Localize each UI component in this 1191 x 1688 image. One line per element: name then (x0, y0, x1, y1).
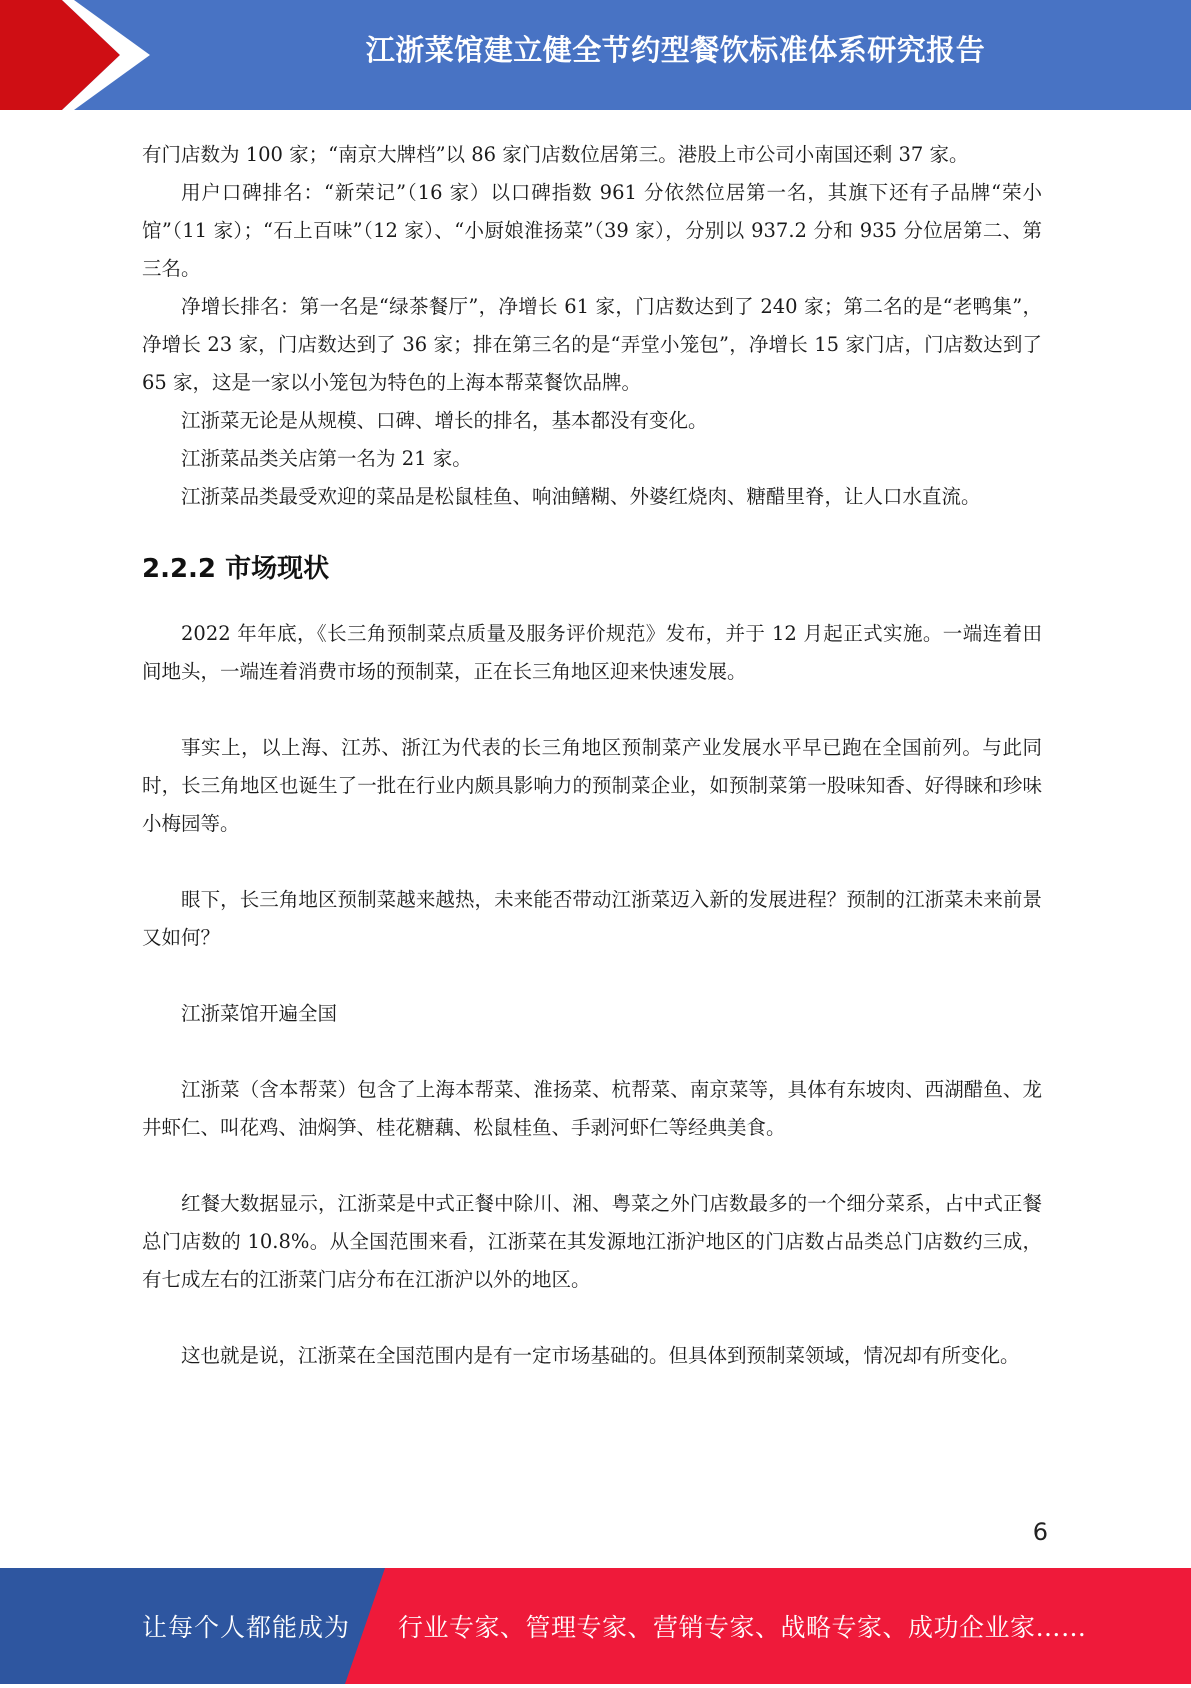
body-paragraph: 红餐大数据显示，江浙菜是中式正餐中除川、湘、粤菜之外门店数最多的一个细分菜系，占中式正餐总门店数的 10.8%。从全国范围来看，江浙菜在其发源地江浙沪地区的门店数占品类总门店数约三成，有七成左右的江浙菜门店分布在江浙沪以外的地区。 (142, 1192, 1042, 1291)
body-paragraph: 事实上，以上海、江苏、浙江为代表的长三角地区预制菜产业发展水平早已跑在全国前列。与此同时，长三角地区也诞生了一批在行业内颇具影响力的预制菜企业，如预制菜第一股味知香、好得睐和珍味小梅园等。 (142, 736, 1042, 835)
body-paragraph: 2022 年年底，《长三角预制菜点质量及服务评价规范》发布，并于 12 月起正式实施。一端连着田间地头，一端连着消费市场的预制菜，正在长三角地区迎来快速发展。 (142, 622, 1042, 683)
body-paragraph: 净增长排名：第一名是“绿茶餐厅”，净增长 61 家，门店数达到了 240 家；第二名的是“老鸭集”，净增长 23 家，门店数达到了 36 家；排在第三名的是“弄堂小笼包”，净增长 15 家门店，门店数达到了 65 家，这是一家以小笼包为特色的上海本帮菜餐饮品牌。 (142, 295, 1042, 394)
body-paragraph: 用户口碑排名：“新荣记”（16 家）以口碑指数 961 分依然位居第一名，其旗下还有子品牌“荣小馆”（11 家）；“石上百味”（12 家）、“小厨娘淮扬菜”（39 家），分别以 937.2 分和 935 分位居第二、第三名。 (142, 181, 1042, 280)
subsection-title: 江浙菜馆开遍全国 (181, 1002, 338, 1025)
section-heading: 2.2.2 市场现状 (142, 554, 330, 584)
footer-slogan-left: 让每个人都能成为 (142, 1613, 351, 1642)
document-body (142, 136, 1042, 1375)
header-red-arrow (0, 0, 120, 110)
footer-slogan-right: 行业专家、管理专家、营销专家、战略专家、成功企业家…… (398, 1613, 1087, 1642)
body-paragraph: 江浙菜品类关店第一名为 21 家。 (181, 447, 472, 470)
header-title: 江浙菜馆建立健全节约型餐饮标准体系研究报告 (365, 33, 986, 67)
page-number: 6 (1032, 1518, 1048, 1546)
body-paragraph: 眼下，长三角地区预制菜越来越热，未来能否带动江浙菜迈入新的发展进程？预制的江浙菜未来前景又如何？ (142, 888, 1042, 949)
header-arrow-decoration (0, 0, 200, 110)
body-paragraph: 江浙菜品类最受欢迎的菜品是松鼠桂鱼、响油鳝糊、外婆红烧肉、糖醋里脊，让人口水直流。 (181, 485, 981, 508)
body-paragraph: 有门店数为 100 家；“南京大牌档”以 86 家门店数位居第三。港股上市公司小南国还剩 37 家。 (142, 143, 969, 166)
body-paragraph: 这也就是说，江浙菜在全国范围内是有一定市场基础的。但具体到预制菜领域，情况却有所变化。 (181, 1344, 1020, 1367)
body-paragraph: 江浙菜无论是从规模、口碑、增长的排名，基本都没有变化。 (181, 409, 708, 432)
page-footer-banner (0, 1568, 1191, 1684)
body-paragraph: 江浙菜（含本帮菜）包含了上海本帮菜、淮扬菜、杭帮菜、南京菜等，具体有东坡肉、西湖醋鱼、龙井虾仁、叫花鸡、油焖笋、桂花糖藕、松鼠桂鱼、手剥河虾仁等经典美食。 (142, 1078, 1042, 1139)
page-header-banner (0, 0, 1191, 110)
